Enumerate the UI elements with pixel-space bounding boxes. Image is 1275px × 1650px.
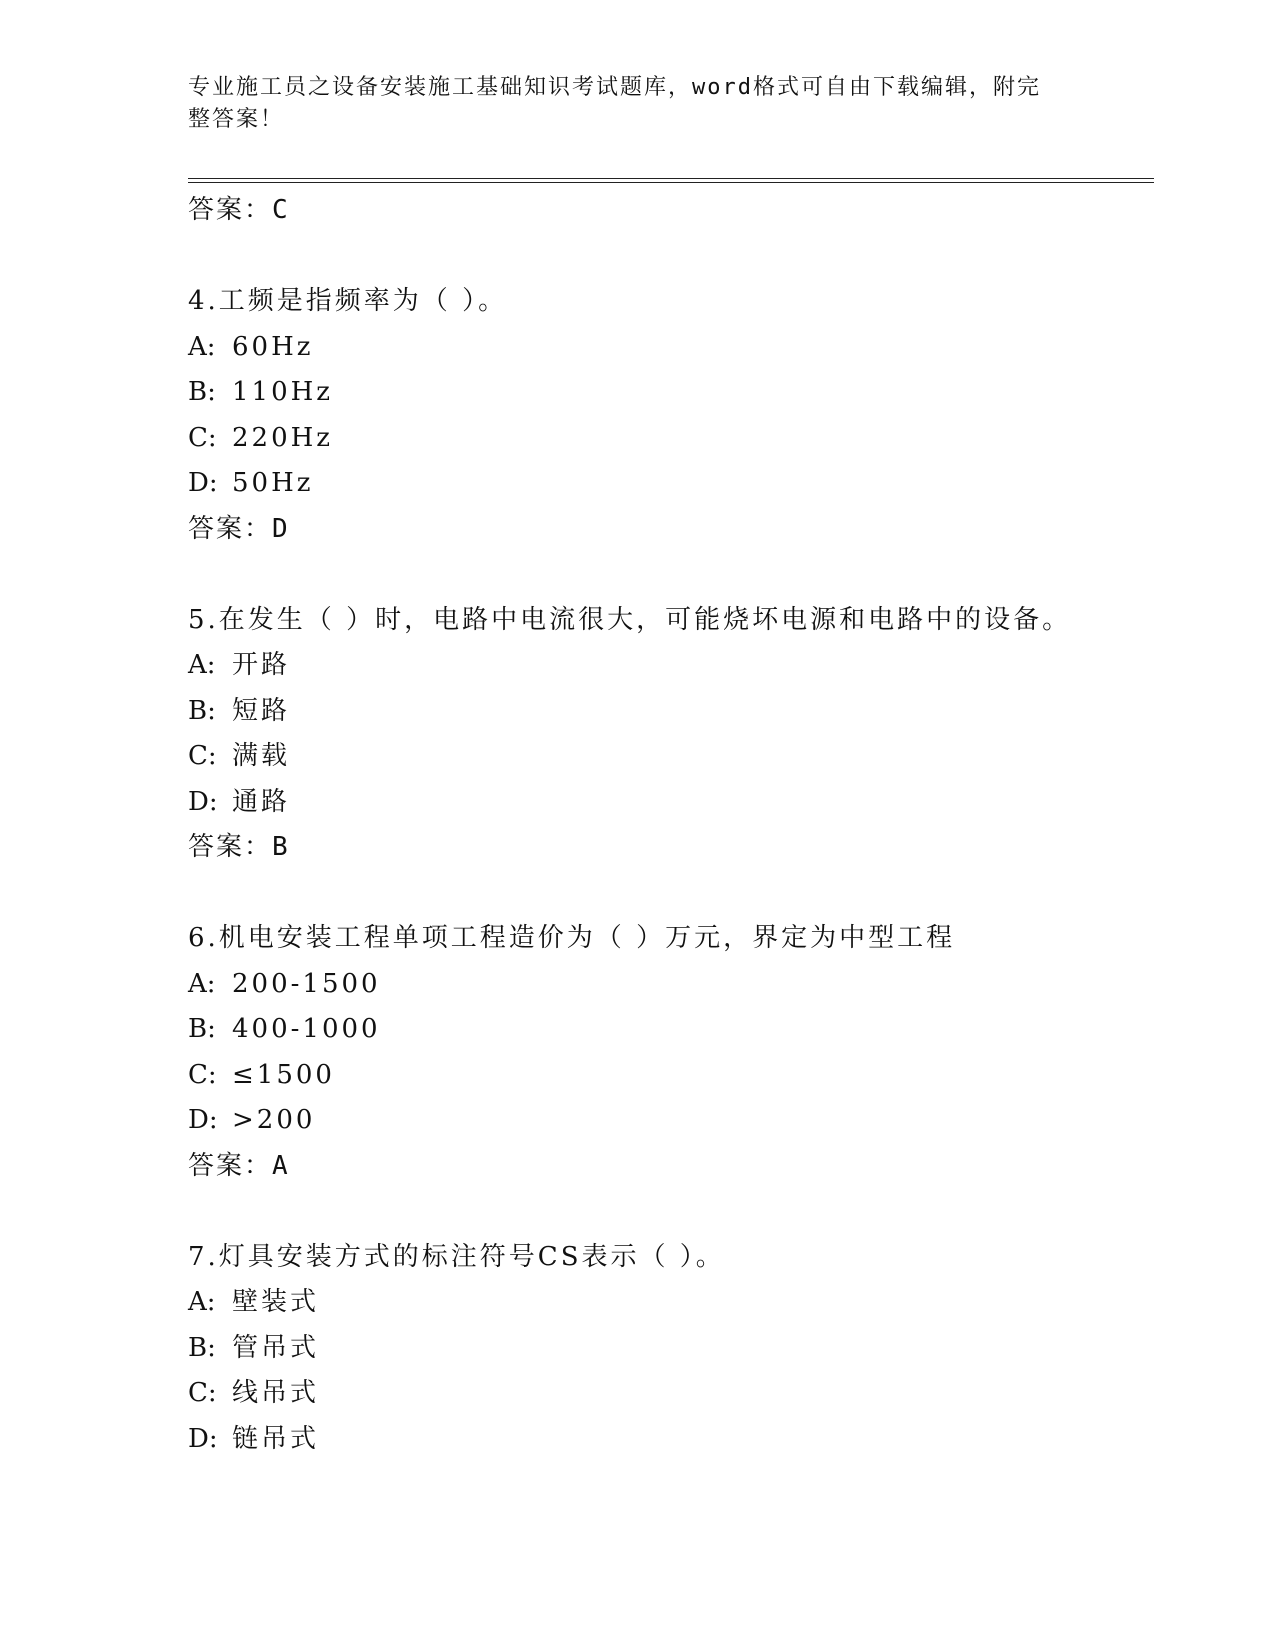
option-text: 线吊式 [232, 1378, 320, 1408]
option-c [188, 416, 1148, 462]
spacer [188, 552, 1148, 598]
option-letter: C: [188, 741, 217, 771]
spacer [188, 234, 1148, 280]
option-text: 通路 [232, 786, 291, 817]
question-stem: 4.工频是指频率为（ ）。 [188, 286, 508, 316]
option-letter: C: [188, 1059, 217, 1090]
document-header [188, 72, 1068, 136]
option-letter: C: [188, 1378, 217, 1408]
option-b [188, 1007, 1148, 1053]
option-text: 开路 [232, 650, 291, 680]
option-letter: D: [188, 1105, 218, 1135]
header-divider-top [188, 178, 1154, 179]
option-c [188, 734, 1148, 780]
option-a [188, 643, 1148, 689]
option-d [188, 461, 1148, 507]
option-letter: D: [188, 1423, 218, 1454]
option-text: 400-1000 [232, 1014, 381, 1044]
question-list [188, 188, 1148, 1462]
option-c [188, 1371, 1148, 1417]
header-line-1: 专业施工员之设备安装施工基础知识考试题库，word格式可自由下载编辑，附完 [188, 75, 1041, 100]
header-divider-bottom [188, 182, 1154, 183]
option-text: 60Hz [232, 331, 314, 362]
option-letter: A: [188, 968, 216, 999]
option-letter: A: [188, 331, 216, 362]
option-b [188, 689, 1148, 735]
option-a [188, 325, 1148, 371]
option-letter: C: [188, 422, 217, 453]
header-line-2: 整答案！ [188, 107, 285, 132]
option-text: 链吊式 [232, 1423, 320, 1454]
option-text: 110Hz [232, 377, 333, 407]
answer-line: 答案：D [188, 513, 290, 544]
question-stem: 7.灯具安装方式的标注符号CS表示（ ）。 [188, 1241, 725, 1272]
answer-line: 答案：B [188, 832, 290, 862]
answer-line: 答案：A [188, 1150, 290, 1181]
option-text: 50Hz [232, 468, 314, 498]
option-d [188, 780, 1148, 826]
option-b [188, 1326, 1148, 1372]
spacer [188, 1189, 1148, 1235]
option-b [188, 370, 1148, 416]
question-stem: 5.在发生（ ）时，电路中电流很大，可能烧坏电源和电路中的设备。 [188, 604, 1072, 635]
option-letter: B: [188, 695, 216, 726]
question-4 [188, 279, 1148, 552]
option-text: 管吊式 [232, 1332, 320, 1363]
option-text: 壁装式 [232, 1287, 320, 1317]
option-letter: A: [188, 650, 216, 680]
question-5 [188, 598, 1148, 871]
option-letter: A: [188, 1287, 216, 1317]
option-text: 220Hz [232, 422, 333, 453]
option-a [188, 962, 1148, 1008]
option-d [188, 1098, 1148, 1144]
option-d [188, 1417, 1148, 1463]
option-text: 满载 [232, 741, 291, 771]
option-letter: B: [188, 377, 216, 407]
option-letter: B: [188, 1332, 216, 1363]
option-letter: B: [188, 1014, 216, 1044]
question-stem: 6.机电安装工程单项工程造价为（ ）万元，界定为中型工程 [188, 923, 956, 953]
option-text: 短路 [232, 695, 291, 726]
question-7 [188, 1235, 1148, 1463]
question-6 [188, 916, 1148, 1189]
option-letter: D: [188, 468, 218, 498]
option-text: >200 [232, 1105, 316, 1135]
spacer [188, 871, 1148, 917]
option-letter: D: [188, 786, 218, 817]
option-a [188, 1280, 1148, 1326]
option-text: ≤1500 [232, 1059, 335, 1090]
previous-answer: 答案：C [188, 195, 290, 225]
option-text: 200-1500 [232, 968, 381, 999]
option-c [188, 1053, 1148, 1099]
